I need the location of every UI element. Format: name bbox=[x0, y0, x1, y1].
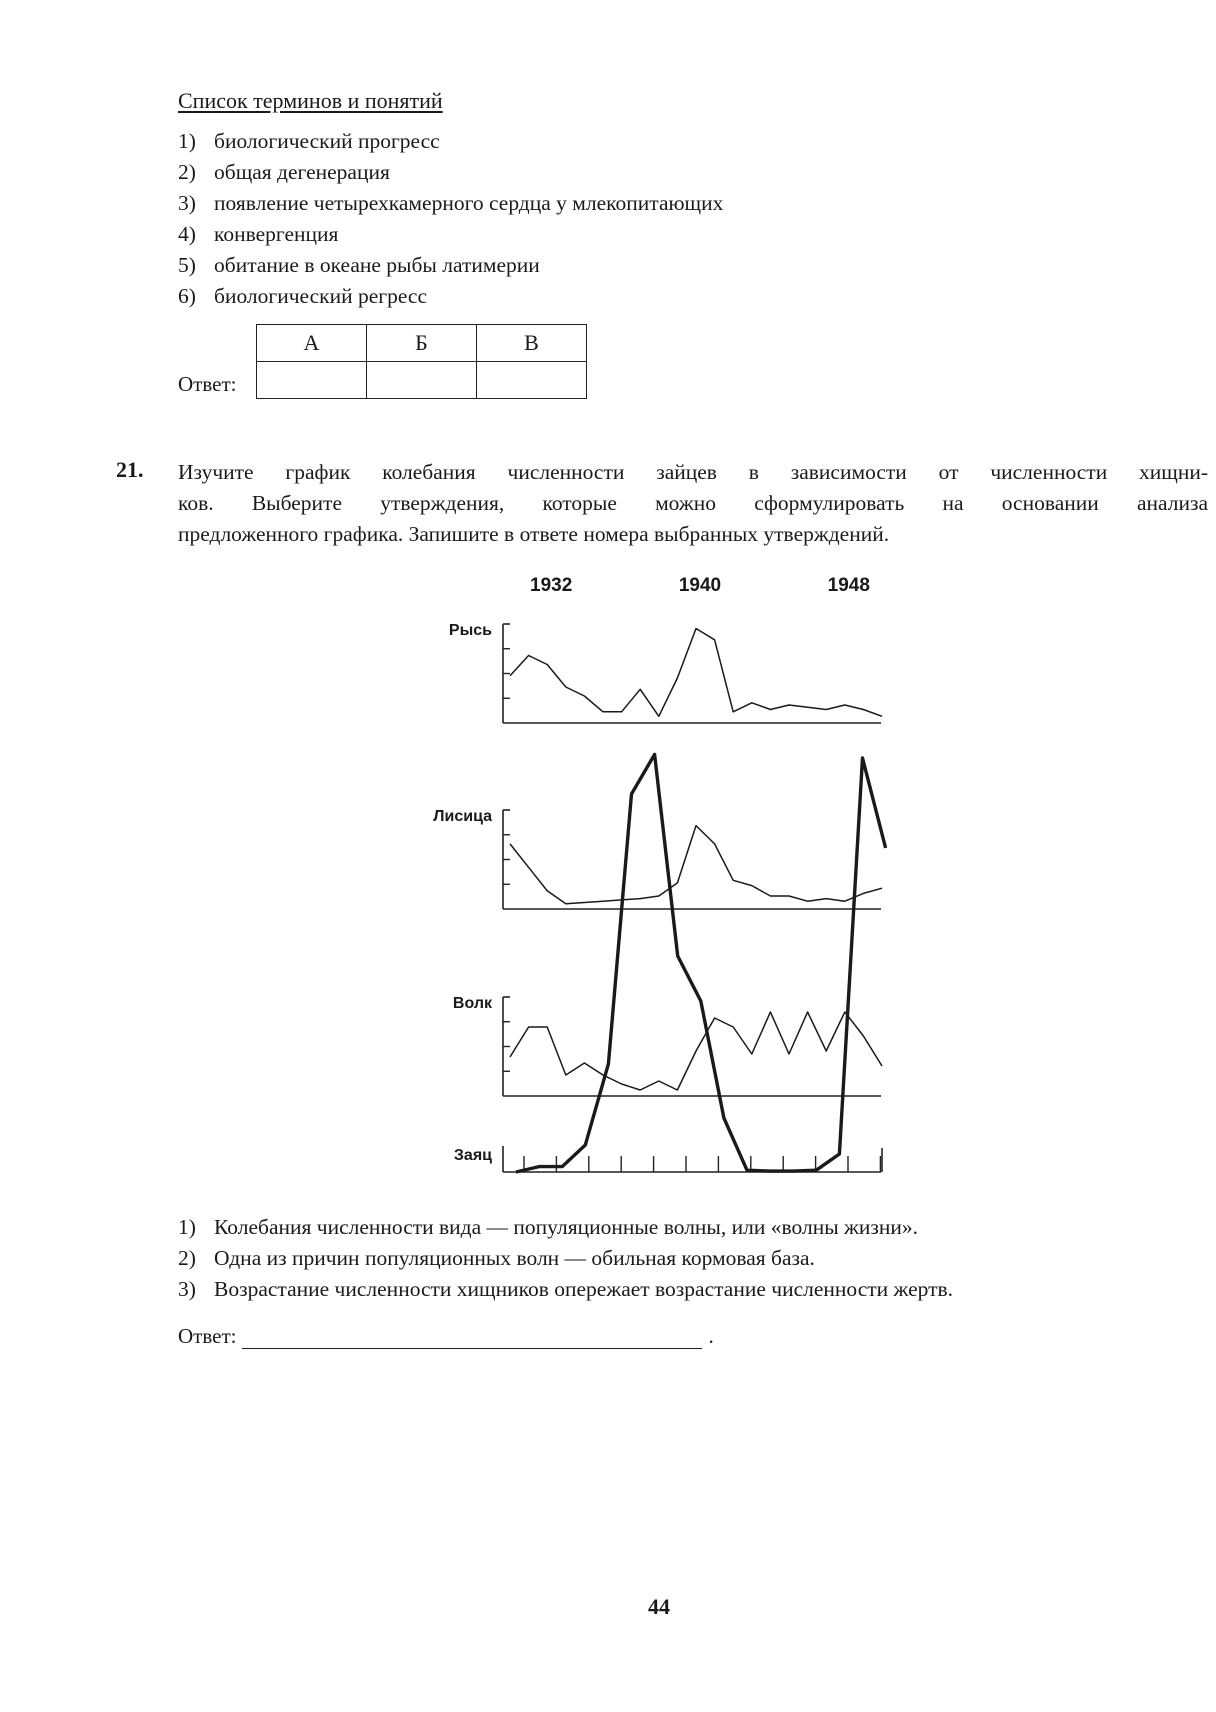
item-number: 2) bbox=[178, 1246, 196, 1270]
series-line-hare bbox=[516, 754, 886, 1172]
year-tick-label: 1932 bbox=[530, 575, 573, 596]
item-text: конвергенция bbox=[214, 222, 339, 246]
item-number: 2) bbox=[178, 160, 196, 184]
list-item bbox=[178, 1243, 953, 1274]
item-text: Возрастание численности хищников опережает возрастание численности жертв. bbox=[214, 1277, 954, 1301]
item-text: биологический прогресс bbox=[214, 129, 440, 153]
series-label: Рысь bbox=[448, 622, 492, 639]
item-number: 1) bbox=[178, 1215, 196, 1239]
terms-title: Список терминов и понятий bbox=[178, 88, 443, 113]
series-line-lynx bbox=[510, 629, 882, 717]
question-number: 21. bbox=[116, 457, 144, 482]
item-text: обитание в океане рыбы латимерии bbox=[214, 253, 540, 277]
item-number: 4) bbox=[178, 222, 196, 246]
item-number: 6) bbox=[178, 284, 196, 308]
answer-table-label: Ответ: bbox=[178, 372, 237, 396]
item-text: биологический регресс bbox=[214, 284, 428, 308]
page-number: 44 bbox=[648, 1594, 670, 1619]
year-tick-label: 1940 bbox=[678, 575, 722, 596]
answer-field[interactable] bbox=[242, 1326, 702, 1349]
question-line: предложенного графика. Запишите в ответе номера выбранных утверждений. bbox=[178, 522, 890, 546]
series-line-wolf bbox=[510, 1012, 882, 1090]
answer-end: . bbox=[708, 1324, 714, 1348]
answer-header-a: А bbox=[257, 325, 367, 362]
item-number: 3) bbox=[178, 191, 196, 215]
item-number: 3) bbox=[178, 1277, 196, 1301]
series-line-fox bbox=[510, 826, 882, 904]
list-item bbox=[178, 1212, 953, 1243]
series-label: Лисица bbox=[433, 808, 492, 825]
year-tick-label: 1948 bbox=[827, 575, 870, 596]
item-text: общая дегенерация bbox=[214, 160, 390, 184]
answer-label: Ответ: bbox=[178, 1324, 237, 1348]
list-item bbox=[178, 1274, 953, 1305]
question-line: ков. Выберите утверждения, которые можно сформулировать на основании анализа bbox=[178, 491, 1208, 515]
series-label: Волк bbox=[452, 995, 492, 1012]
item-text: Колебания численности вида — популяционные волны, или «волны жизни». bbox=[214, 1215, 919, 1239]
statements-list bbox=[178, 1212, 953, 1305]
item-text: появление четырехкамерного сердца у млекопитающих bbox=[214, 191, 724, 215]
item-number: 5) bbox=[178, 253, 196, 277]
answer-header-v: В bbox=[477, 325, 587, 362]
answer-line bbox=[178, 1324, 714, 1349]
item-text: Одна из причин популяционных волн — обильная кормовая база. bbox=[214, 1246, 815, 1270]
item-number: 1) bbox=[178, 129, 196, 153]
answer-header-b: Б bbox=[367, 325, 477, 362]
series-label: Заяц bbox=[453, 1147, 492, 1164]
question-line: Изучите график колебания численности зайцев в зависимости от численности хищни- bbox=[178, 460, 1208, 484]
